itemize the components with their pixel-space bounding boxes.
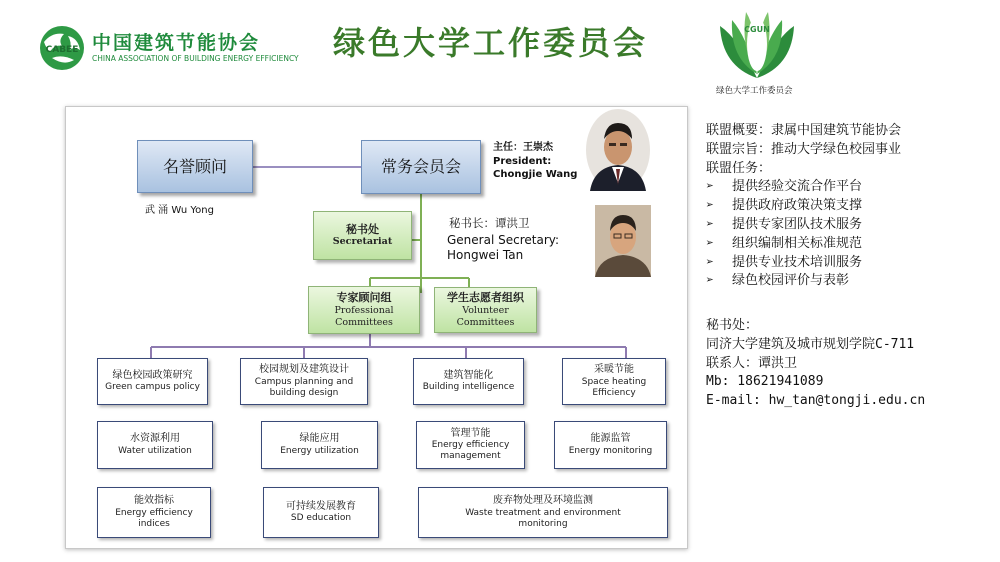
- committee-cn: 能源监管: [590, 433, 631, 445]
- arrow-bullet-icon: ➢: [706, 179, 714, 195]
- committee-box: [97, 421, 213, 469]
- cgun-name: 绿色大学工作委员会: [716, 86, 793, 96]
- president-title: President:: [493, 155, 552, 167]
- arrow-bullet-icon: ➢: [706, 235, 714, 251]
- committee-cn: 校园规划及建筑设计: [259, 364, 349, 375]
- committee-box: [263, 487, 379, 538]
- committee-box: [418, 487, 668, 538]
- task-item: [706, 216, 901, 235]
- cabee-badge-text: CABEE: [45, 45, 79, 55]
- honorary-label: 名誉顾问: [162, 156, 227, 176]
- page-title: 绿色大学工作委员会: [333, 24, 649, 62]
- task-text: 组织编制相关标准规范: [732, 235, 863, 251]
- committee-cn: 管理节能: [450, 427, 491, 439]
- standing-committee-box: [361, 140, 481, 194]
- committee-en2: monitoring: [518, 518, 568, 529]
- expert-advisory-box: [308, 286, 420, 334]
- president-name: Chongjie Wang: [493, 169, 578, 180]
- org-chart-panel: [65, 106, 688, 549]
- secretariat-en: Secretariat: [332, 236, 393, 248]
- arrow-bullet-icon: ➢: [706, 254, 714, 270]
- task-text: 提供专家团队技术服务: [732, 216, 863, 232]
- gensec-name: Hongwei Tan: [447, 248, 524, 262]
- committee-en: Water utilization: [118, 445, 192, 456]
- experts-en1: Professional: [334, 305, 394, 316]
- committee-en2: management: [440, 451, 501, 462]
- task-text: 绿色校园评价与表彰: [732, 273, 850, 289]
- volunteer-box: [434, 287, 537, 333]
- committee-en: Building intelligence: [422, 382, 515, 393]
- committee-box: [240, 358, 368, 405]
- arrow-bullet-icon: ➢: [706, 273, 714, 289]
- volunteers-cn: 学生志愿者组织: [447, 291, 524, 305]
- committee-en: Energy utilization: [280, 445, 359, 456]
- gensec-cn: 秘书长：谭洪卫: [449, 216, 530, 230]
- committee-en2: building design: [269, 387, 339, 398]
- secretary-photo: [595, 205, 651, 277]
- committee-box: [413, 358, 524, 405]
- task-item: [706, 272, 901, 291]
- tasks-title: 联盟任务：: [706, 160, 772, 176]
- committee-en2: indices: [138, 518, 170, 529]
- experts-en2: Committees: [335, 316, 393, 328]
- task-text: 提供专业技术培训服务: [732, 254, 863, 270]
- committee-en2: Efficiency: [592, 387, 636, 398]
- task-text: 提供经验交流合作平台: [732, 179, 863, 195]
- overview-text: 联盟概要：隶属中国建筑节能协会: [706, 123, 902, 138]
- volunteers-en1: Volunteer: [462, 305, 509, 316]
- committee-box: [416, 421, 525, 469]
- committee-en: Energy efficiency: [115, 507, 193, 518]
- committee-en: Waste treatment and environment: [465, 507, 621, 518]
- committee-box: [562, 358, 666, 405]
- contact-info: [706, 317, 925, 411]
- task-item: [706, 235, 901, 254]
- cabee-name-en: CHINA ASSOCIATION OF BUILDING ENERGY EFFICIENCY: [92, 54, 299, 63]
- committee-en: SD education: [290, 513, 352, 524]
- committee-cn: 废弃物处理及环境监测: [493, 495, 593, 506]
- committee-cn: 绿色校园政策研究: [112, 369, 193, 381]
- committee-en: Green campus policy: [105, 382, 200, 393]
- committee-cn: 可持续发展教育: [286, 500, 356, 512]
- standing-label: 常务会员会: [380, 157, 461, 176]
- cgun-badge-text: CGUN: [744, 25, 770, 34]
- committee-en: Campus planning and: [254, 376, 354, 387]
- alliance-info: [706, 122, 901, 291]
- committee-box: [554, 421, 667, 469]
- committee-box: [261, 421, 378, 469]
- committee-cn: 水资源利用: [130, 433, 180, 445]
- volunteers-en2: Committees: [456, 316, 515, 328]
- secretariat-box: [313, 211, 412, 260]
- president-cn: 主任：王崇杰: [493, 142, 553, 153]
- task-item: [706, 178, 901, 197]
- committee-box: [97, 358, 208, 405]
- secretariat-cn: 秘书处: [346, 222, 379, 236]
- cgun-logo: [716, 8, 798, 80]
- president-photo: [586, 109, 650, 191]
- committee-en: Energy efficiency: [431, 440, 510, 450]
- purpose-text: 联盟宗旨：推动大学绿色校园事业: [706, 141, 902, 157]
- experts-cn: 专家顾问组: [336, 291, 392, 305]
- contact-person: 联系人：谭洪卫: [706, 355, 798, 371]
- arrow-bullet-icon: ➢: [706, 198, 714, 214]
- honorary-advisor-box: [137, 140, 253, 193]
- cabee-logo: [38, 24, 86, 72]
- president-text: [493, 141, 577, 182]
- committee-en: Energy monitoring: [568, 445, 653, 456]
- committee-cn: 采暖节能: [594, 364, 634, 375]
- contact-email[interactable]: E-mail: hw_tan@tongji.edu.cn: [706, 393, 926, 409]
- contact-address: 同济大学建筑及城市规划学院C-711: [706, 336, 915, 352]
- contact-title: 秘书处：: [706, 318, 759, 333]
- committee-cn: 能效指标: [134, 495, 174, 506]
- committee-cn: 绿能应用: [299, 433, 340, 445]
- committee-en: Space heating: [581, 376, 647, 387]
- task-text: 提供政府政策决策支撑: [732, 198, 863, 214]
- arrow-bullet-icon: ➢: [706, 216, 714, 232]
- committee-box: [97, 487, 211, 538]
- committee-cn: 建筑智能化: [443, 369, 494, 381]
- gensec-en: [447, 233, 559, 263]
- task-item: [706, 197, 901, 216]
- gensec-title: General Secretary:: [447, 233, 560, 247]
- contact-phone: Mb: 18621941089: [706, 374, 824, 390]
- honorary-name: 武 涌 Wu Yong: [145, 205, 214, 216]
- task-item: [706, 254, 901, 273]
- cabee-name-cn: 中国建筑节能协会: [92, 32, 261, 54]
